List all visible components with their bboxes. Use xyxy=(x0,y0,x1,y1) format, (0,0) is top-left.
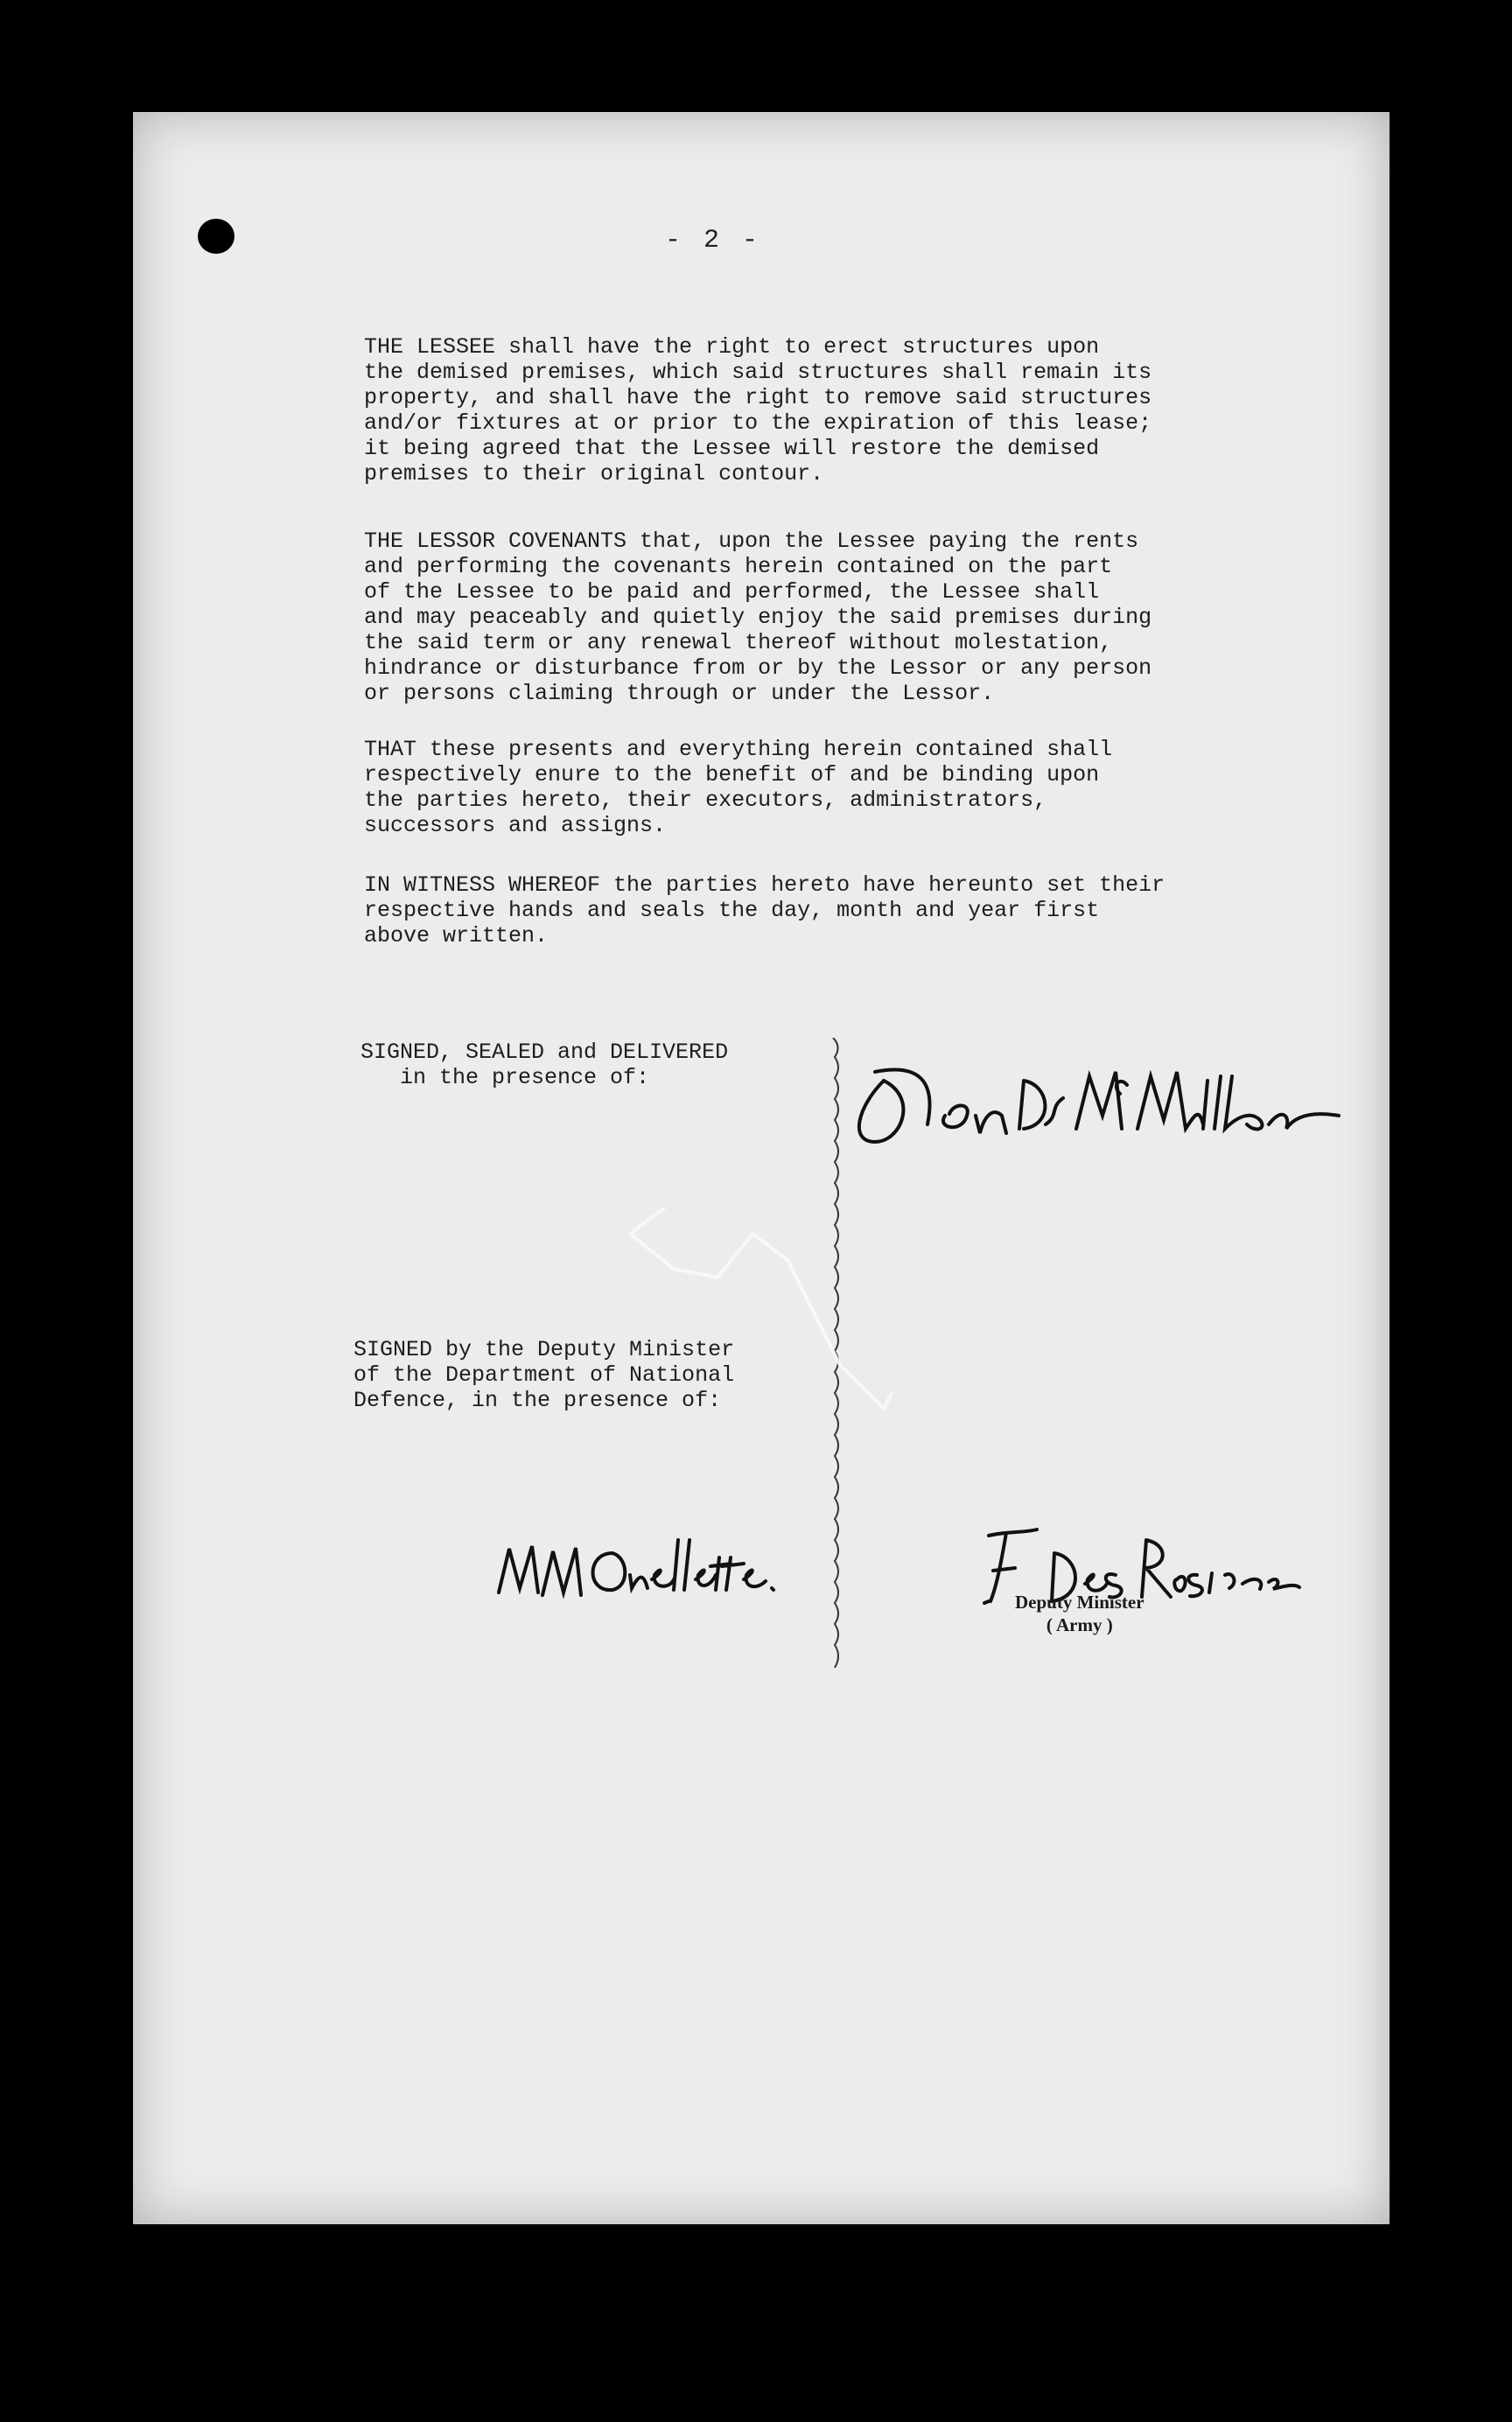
paper-crease-mark xyxy=(612,1208,910,1435)
punch-hole xyxy=(198,219,234,254)
lessor-signature xyxy=(849,1046,1374,1159)
paragraph-lessor-covenants: THE LESSOR COVENANTS that, upon the Lessee paying the rents and performing the covenants herein contained on the part of the Lessee to be paid and performed, the Lessee shall and may peaceably and quietly enjoy the said premises during the said term or any renewal thereof without molestation, hindrance or disturbance from or by the Lessor or any person or persons claiming through or under the Lessor. xyxy=(364,528,1152,706)
paragraph-in-witness: IN WITNESS WHEREOF the parties hereto have hereunto set their respective hands and seals the day, month and year first above written. xyxy=(364,872,1166,948)
paragraph-lessee-structures: THE LESSEE shall have the right to erect structures upon the demised premises, which said structures shall remain its property, and shall have the right to remove said structures and/or fixtures at or prior to the expiration of this lease; it being agreed that the Lessee will restore the demised premises to their original contour. xyxy=(364,334,1152,486)
deputy-minister-stamp xyxy=(1015,1591,1144,1636)
stamp-title: Deputy Minister xyxy=(1015,1592,1144,1613)
deputy-minister-signed-label: SIGNED by the Deputy Minister of the Department of National Defence, in the presence of: xyxy=(354,1337,735,1413)
signed-sealed-delivered-label: SIGNED, SEALED and DELIVERED in the presence of: xyxy=(360,1040,729,1090)
paragraph-binding-effect: THAT these presents and everything herein contained shall respectively enure to the benefit of and be binding upon the parties hereto, their executors, administrators, successors and assigns. xyxy=(364,737,1113,838)
stamp-subtitle: ( Army ) xyxy=(1046,1614,1113,1635)
witness-signature xyxy=(490,1527,779,1606)
page-number: - 2 - xyxy=(665,226,762,256)
